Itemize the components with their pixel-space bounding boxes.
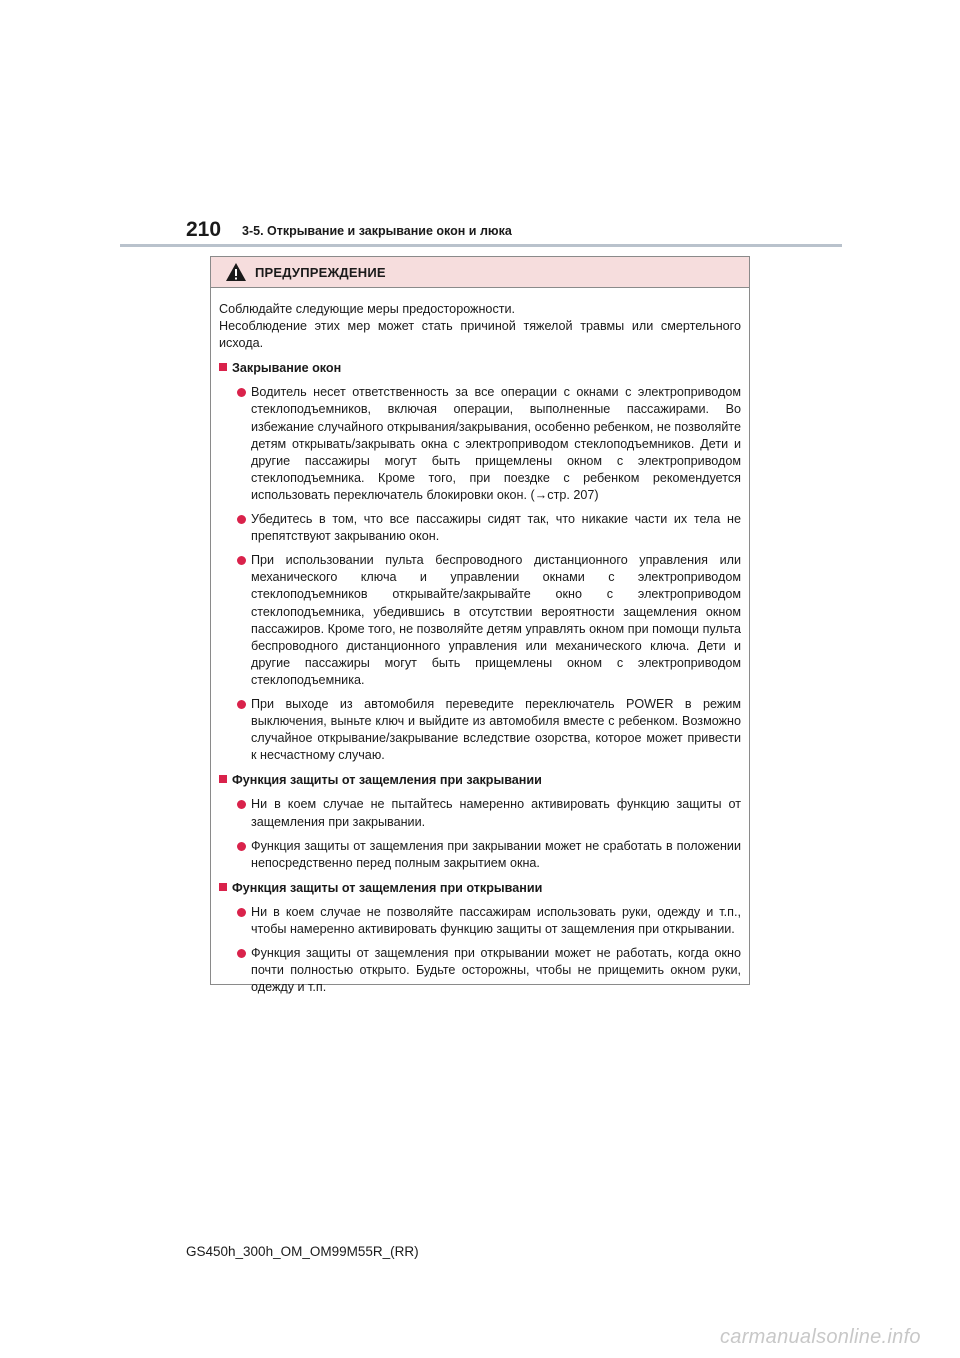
bullet-item (219, 511, 741, 545)
warning-box (210, 256, 750, 995)
bullet-text: Убедитесь в том, что все пассажиры сидят так, что никакие части их тела не препятствуют закрыванию окон. (251, 512, 741, 544)
intro-line-1: Соблюдайте следующие меры предосторожности. (219, 302, 516, 316)
section-heading-text: Закрывание окон (232, 361, 342, 376)
bullet-item (219, 945, 741, 996)
red-square-icon (219, 883, 227, 891)
bullet-text: При использовании пульта беспроводного дистанционного управления или механического ключа и управлении окнами с электроприводом стеклоподъемников открывайте/закрывайте окно с электроприводом стеклоподъемника, убедившись в отсутствии вероятности защемления окном пассажиров. Кроме того, не позволяйте детям управлять окном при помощи пульта беспроводного дистанционного управления или механического ключа. Дети и другие пассажиры могут быть прищемлены окном с электроприводом стеклоподъемника. (251, 553, 741, 687)
bullet-text: Ни в коем случае не позволяйте пассажирам использовать руки, одежду и т.п., чтобы намеренно активировать функцию защиты от защемления при открывании. (251, 904, 741, 936)
header-divider (120, 244, 842, 247)
footer-model-code: GS450h_300h_OM_OM99M55R_(RR) (186, 1244, 419, 1259)
red-square-icon (219, 363, 227, 371)
section-heading (219, 360, 741, 377)
red-dot-icon (237, 842, 246, 851)
page-number: 210 (186, 218, 222, 241)
red-dot-icon (237, 949, 246, 958)
bullet-item (219, 796, 741, 830)
bullet-text: Ни в коем случае не пытайтесь намеренно активировать функцию защиты от защемления при закрывании. (251, 797, 741, 829)
warning-triangle-icon (225, 262, 247, 282)
bullet-item (219, 696, 741, 764)
red-dot-icon (237, 700, 246, 709)
warning-title: ПРЕДУПРЕЖДЕНИЕ (255, 264, 386, 280)
bullet-item (219, 904, 741, 938)
red-dot-icon (237, 388, 246, 397)
bullet-text: При выходе из автомобиля переведите переключатель POWER в режим выключения, выньте ключ и выйдите из автомобиля вместе с ребенком. Возможно случайное открывание/закрывание вследствие озорства, которое может привести к несчастному случаю. (251, 696, 741, 763)
red-dot-icon (237, 515, 246, 524)
section-heading (219, 880, 741, 897)
red-dot-icon (237, 800, 246, 809)
section-heading-text: Функция защиты от защемления при закрывании (232, 773, 542, 788)
red-dot-icon (237, 908, 246, 917)
warning-intro (219, 301, 741, 352)
bullet-text: Функция защиты от защемления при открывании может не работать, когда окно почти полностью открыто. Будьте осторожны, чтобы не прищемить окном руки, одежду и т.п. (251, 946, 741, 995)
bullet-text: Функция защиты от защемления при закрывании может не сработать в положении непосредственно перед полным закрытием окна. (251, 838, 741, 870)
warning-body (211, 288, 749, 996)
section-title: 3-5. Открывание и закрывание окон и люка (242, 224, 512, 238)
warning-header (211, 257, 749, 288)
section-heading (219, 772, 741, 789)
red-square-icon (219, 775, 227, 783)
intro-line-2: Несоблюдение этих мер может стать причиной тяжелой травмы или смертельного исхода. (219, 319, 741, 351)
red-dot-icon (237, 556, 246, 565)
bullet-item (219, 838, 741, 872)
bullet-item (219, 384, 741, 504)
watermark: carmanualsonline.info (720, 1326, 921, 1348)
bullet-text: Водитель несет ответственность за все операции с окнами с электроприводом стеклоподъемников, включая операции, выполненные пассажирами. Во избежание случайного открывания/закрывания, особенно ребенком, не позволяйте детям открывать/закрывать окна с электроприводом стеклоподъемников. Дети и другие пассажиры могут быть прищемлены окном с электроприводом стеклоподъемника. Кроме того, при поездке с ребенком рекомендуется использовать переключатель блокировки окон. (→стр. 207) (251, 385, 741, 502)
section-heading-text: Функция защиты от защемления при открывании (232, 880, 543, 895)
bullet-item (219, 552, 741, 689)
